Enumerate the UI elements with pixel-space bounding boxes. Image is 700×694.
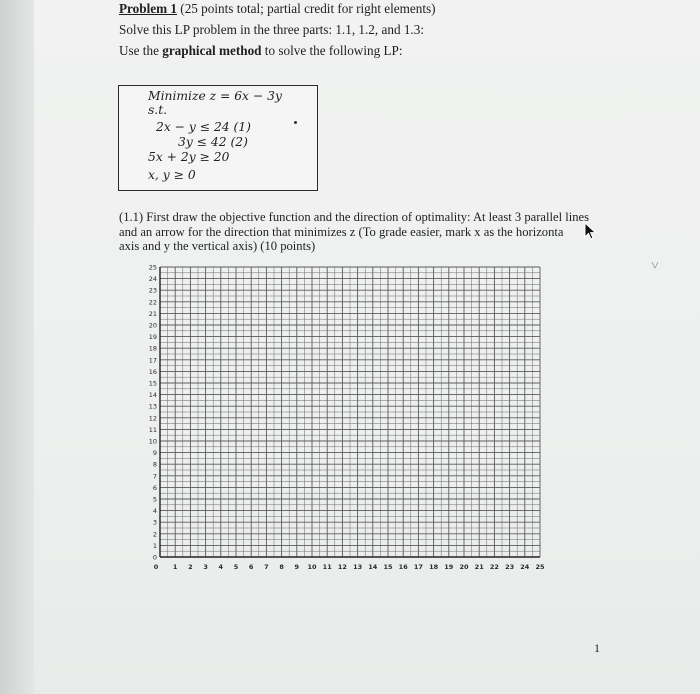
x-tick-label: 2	[188, 563, 193, 571]
y-tick-label: 14	[148, 391, 157, 400]
x-tick-label: 3	[203, 563, 208, 571]
y-tick-label: 16	[148, 367, 157, 376]
y-tick-label: 1	[152, 541, 157, 550]
x-tick-label: 25	[535, 563, 545, 571]
x-tick-label: 12	[337, 563, 347, 571]
x-tick-label: 22	[489, 563, 499, 571]
x-tick-label: 10	[307, 563, 317, 571]
y-tick-label: 4	[152, 507, 157, 516]
y-tick-label: 13	[148, 402, 157, 411]
method-emphasis: graphical method	[162, 43, 262, 58]
constraint-3: 5x + 2y ≥ 20	[148, 150, 230, 164]
y-tick-label: 11	[148, 425, 157, 434]
lp-formulation-box	[118, 85, 318, 191]
y-tick-label: 23	[148, 286, 157, 295]
nonnegativity-constraint: x, y ≥ 0	[148, 168, 196, 182]
y-tick-label: 12	[148, 414, 157, 423]
x-tick-label: 8	[279, 563, 284, 571]
question-line-1: (1.1) First draw the objective function and the direction of optimality: At least 3 parallel lines	[119, 210, 590, 224]
x-tick-label: 16	[398, 563, 408, 571]
question-line-3: axis and y the vertical axis) (10 points)	[119, 239, 316, 253]
subject-to-label: s.t.	[148, 103, 168, 117]
y-tick-label: 5	[152, 495, 157, 504]
x-tick-label: 24	[520, 563, 530, 571]
ink-dot	[294, 121, 297, 124]
y-tick-label: 3	[152, 518, 157, 527]
graph-paper-grid	[138, 255, 558, 585]
y-tick-label: 24	[148, 275, 157, 284]
pen-mark: ˅	[651, 259, 659, 274]
constraint-1: 2x − y ≤ 24 (1)	[156, 120, 251, 134]
y-tick-label: 7	[152, 472, 157, 481]
x-tick-label: 14	[368, 563, 378, 571]
objective-function: Minimize z = 6x − 3y	[148, 89, 282, 103]
constraint-2: 3y ≤ 42 (2)	[178, 135, 248, 149]
x-tick-label: 1	[172, 563, 178, 571]
x-tick-label: 19	[444, 563, 454, 571]
x-tick-label: 0	[153, 563, 159, 571]
problem-instruction: Solve this LP problem in the three parts: 1.1, 1.2, and 1.3:	[119, 22, 424, 37]
y-tick-label: 18	[148, 344, 157, 353]
y-tick-label: 10	[148, 437, 157, 446]
mouse-cursor-icon	[583, 222, 599, 240]
y-tick-label: 6	[152, 483, 157, 492]
x-tick-label: 18	[429, 563, 439, 571]
x-tick-label: 13	[353, 563, 363, 571]
y-tick-label: 2	[152, 530, 157, 539]
x-tick-label: 6	[248, 563, 254, 571]
x-tick-label: 4	[218, 563, 224, 571]
y-tick-label: 0	[152, 553, 157, 562]
problem-label: Problem 1	[119, 1, 177, 16]
y-tick-label: 19	[148, 333, 157, 342]
y-tick-label: 25	[148, 263, 157, 272]
problem-heading	[119, 1, 436, 17]
x-tick-label: 5	[233, 563, 239, 571]
problem-points: (25 points total; partial credit for right elements)	[177, 1, 436, 16]
page-number: 1	[594, 641, 600, 655]
question-line-2: and an arrow for the direction that minimizes z (To grade easier, mark x as the horizonta	[119, 225, 564, 239]
x-tick-label: 20	[459, 563, 469, 571]
x-tick-label: 23	[505, 563, 515, 571]
y-tick-label: 22	[148, 298, 157, 307]
x-tick-label: 17	[413, 563, 423, 571]
x-tick-label: 21	[474, 563, 484, 571]
x-tick-label: 11	[322, 563, 332, 571]
y-tick-label: 20	[148, 321, 157, 330]
y-tick-label: 8	[152, 460, 157, 469]
method-instruction: Use the graphical method to solve the following LP:	[119, 43, 403, 58]
x-tick-label: 9	[294, 563, 300, 571]
page-edge-shadow	[0, 0, 34, 694]
y-tick-label: 15	[148, 379, 157, 388]
x-tick-label: 7	[264, 563, 269, 571]
coordinate-grid	[138, 255, 558, 585]
x-tick-label: 15	[383, 563, 393, 571]
y-tick-label: 9	[152, 449, 157, 458]
y-tick-label: 17	[148, 356, 157, 365]
y-tick-label: 21	[148, 309, 157, 318]
